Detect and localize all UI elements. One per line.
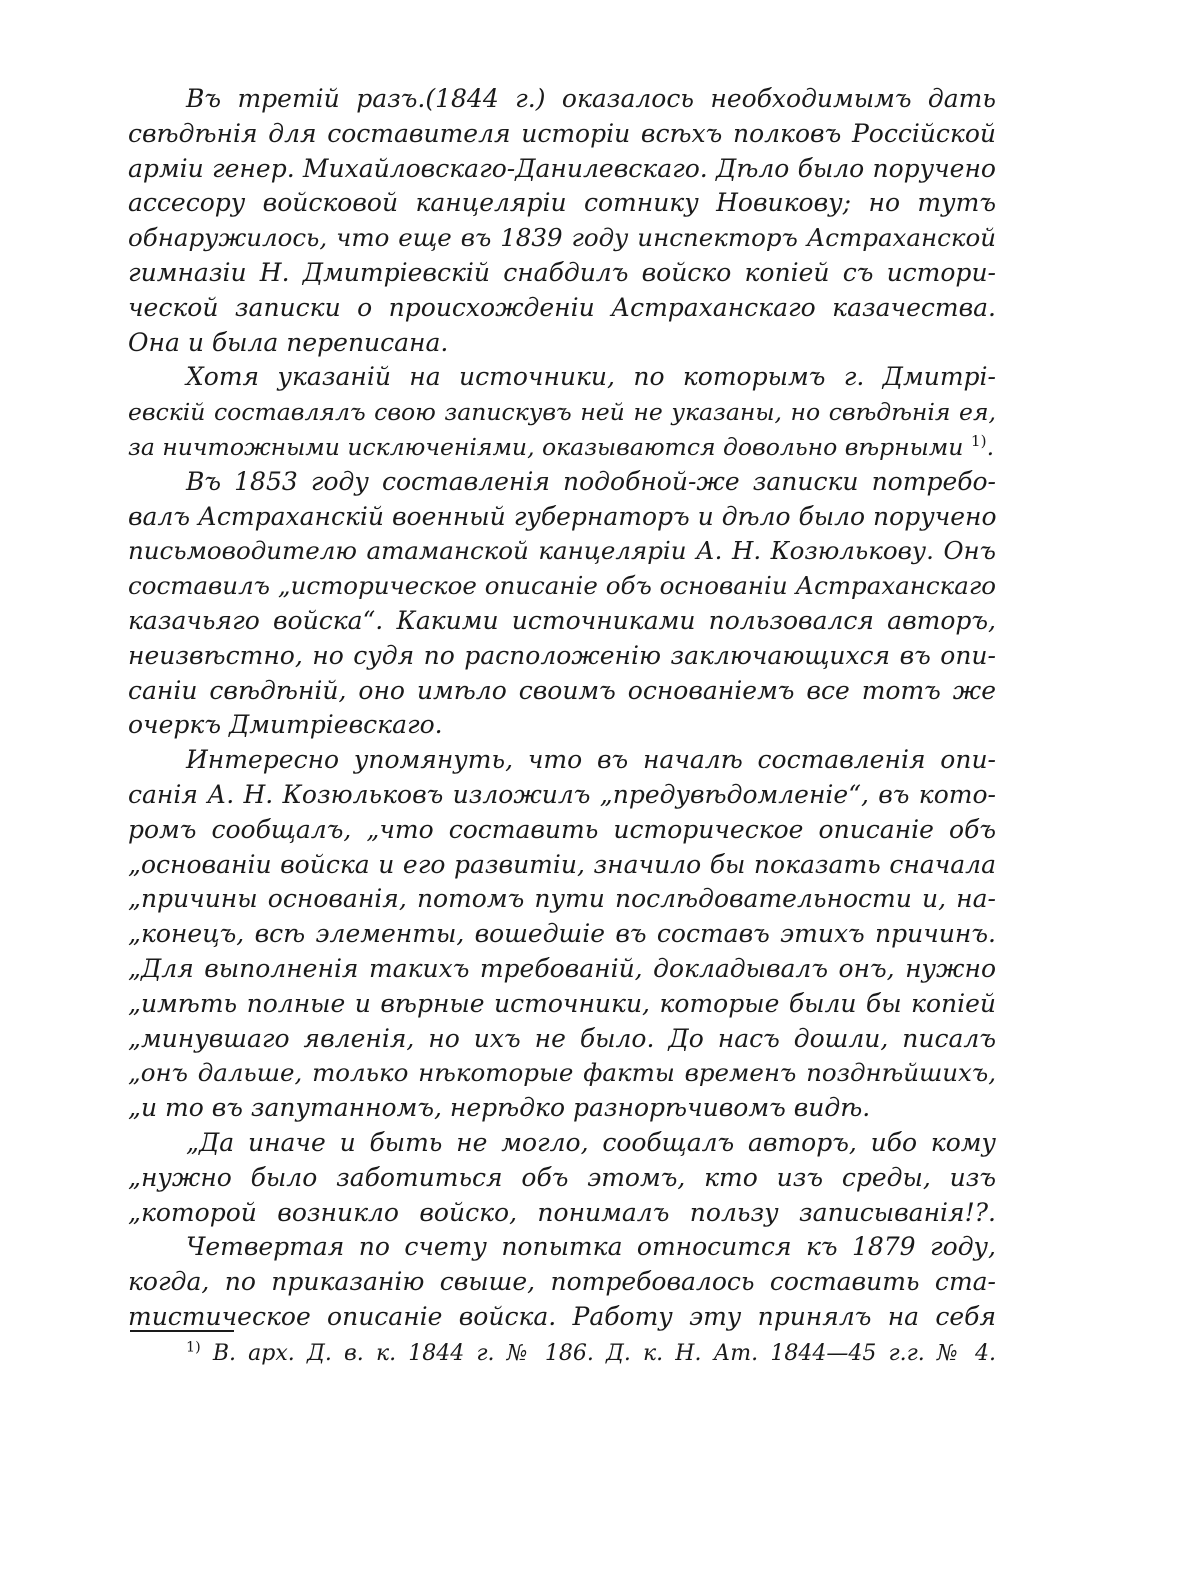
- footnote-reference: 1): [970, 432, 987, 451]
- text-line-content: казачьяго войска“. Какими источниками пользовался авторъ,: [128, 605, 996, 635]
- text-line-content: неизвѣстно, но судя по расположенію заключающихся въ опи-: [128, 640, 996, 670]
- text-line: [128, 604, 996, 639]
- text-line: [128, 917, 996, 952]
- text-line-content: ромъ сообщалъ, „что составить историческое описаніе объ: [128, 814, 996, 844]
- text-line: [128, 534, 996, 569]
- text-line-content: Она и была переписана.: [128, 327, 449, 357]
- text-line-content: евскій составлялъ свою запискувъ ней не указаны, но свѣдѣнія ея,: [128, 398, 996, 427]
- text-line-content: ческой записки о происхожденіи Астраханскаго казачества.: [128, 292, 996, 322]
- text-line-content: „основаніи войска и его развитіи, значило бы показать сначала: [128, 849, 996, 879]
- text-line: [128, 882, 996, 917]
- text-line-content: „имѣть полные и вѣрные источники, которые были бы копіей: [128, 988, 996, 1018]
- text-line: [128, 569, 996, 604]
- text-line: [128, 326, 996, 361]
- text-line-content: очеркъ Дмитріевскаго.: [128, 710, 443, 740]
- text-line-content: ассесору войсковой канцеляріи сотнику Новикову; но тутъ: [128, 188, 996, 218]
- text-line: [128, 1022, 996, 1057]
- text-line: [128, 1161, 996, 1196]
- text-line: [128, 1196, 996, 1231]
- text-line-content: Въ третій разъ.(1844 г.) оказалось необходимымъ дать: [186, 84, 996, 113]
- text-line-content: когда, по приказанію свыше, потребовалось составить ста-: [128, 1267, 996, 1297]
- text-line-content: „минувшаго явленія, но ихъ не было. До насъ дошли, писалъ: [128, 1023, 996, 1053]
- text-line-content: „Да иначе и быть не могло, сообщалъ авторъ, ибо кому: [186, 1127, 996, 1157]
- text-line-content: „Для выполненія такихъ требованій, докладывалъ онъ, нужно: [128, 953, 996, 983]
- text-line-suffix: .: [986, 432, 995, 461]
- text-line-content: „причины основанія, потомъ пути послѣдовательности и, на-: [128, 884, 996, 914]
- text-line: [128, 1300, 996, 1335]
- text-line-content: за ничтожными исключеніями, оказываются довольно вѣрными: [128, 432, 964, 461]
- text-line: [128, 500, 996, 535]
- text-line: [128, 778, 996, 813]
- text-line: [128, 708, 996, 743]
- text-line-content: Хотя указаній на источники, по которымъ г. Дмитрі-: [186, 362, 996, 392]
- text-line: [128, 952, 996, 987]
- text-line-content: свѣдѣнія для составителя исторіи всѣхъ полковъ Россійской: [128, 118, 996, 148]
- text-line: [128, 117, 996, 152]
- text-line-content: арміи генер. Михайловскаго-Данилевскаго. Дѣло было поручено: [128, 153, 996, 183]
- text-line-content: санія А. Н. Козюльковъ изложилъ „предувѣдомленіе“, въ кото-: [128, 779, 996, 809]
- text-line: [128, 813, 996, 848]
- text-line: [128, 152, 996, 187]
- text-line-content: валъ Астраханскій военный губернаторъ и дѣло было поручено: [128, 501, 997, 531]
- text-line-content: тистическое описаніе войска. Работу эту принялъ на себя: [128, 1301, 996, 1331]
- text-line: [128, 395, 996, 430]
- text-line: [128, 987, 996, 1022]
- text-line: [128, 848, 996, 883]
- text-line-content: „которой возникло войско, понималъ пользу записыванія!?.: [128, 1197, 996, 1227]
- footnote: [186, 1339, 996, 1369]
- text-line: [128, 674, 996, 709]
- text-line-content: обнаружилось, что еще въ 1839 году инспекторъ Астраханской: [128, 223, 996, 253]
- text-line-content: Четвертая по счету попытка относится къ 1879 году,: [186, 1232, 996, 1262]
- text-line: [128, 186, 996, 221]
- text-line: [128, 743, 996, 778]
- text-line-content: „нужно было заботиться объ этомъ, кто изъ среды, изъ: [128, 1162, 996, 1192]
- text-line-content: письмоводителю атаманской канцеляріи А. Н. Козюлькову. Онъ: [128, 536, 996, 566]
- text-line: [128, 639, 996, 674]
- text-line: [128, 1126, 996, 1161]
- text-line: [128, 1091, 996, 1126]
- text-line: [128, 291, 996, 326]
- footnote-rule: [130, 1330, 234, 1332]
- footnote-marker: 1): [186, 1339, 201, 1356]
- text-line-content: „и то въ запутанномъ, нерѣдко разнорѣчивомъ видѣ.: [128, 1093, 871, 1123]
- footnote-text: В. арх. Д. в. к. 1844 г. № 186. Д. к. Н. Ат. 1844—45 г.г. № 4.: [212, 1341, 997, 1366]
- text-line: [128, 82, 996, 117]
- text-line: [128, 1230, 996, 1265]
- text-line: [128, 256, 996, 291]
- body-text: [128, 82, 996, 1335]
- text-line: [128, 221, 996, 256]
- text-line: [128, 1265, 996, 1300]
- text-line-content: составилъ „историческое описаніе объ основаніи Астраханскаго: [128, 571, 996, 601]
- text-line-content: Въ 1853 году составленія подобной-же записки потребо-: [186, 466, 996, 496]
- text-line: [128, 430, 996, 465]
- text-line-content: гимназіи Н. Дмитріевскій снабдилъ войско копіей съ истори-: [128, 257, 996, 287]
- text-line-content: „онъ дальше, только нѣкоторые факты временъ позднѣйшихъ,: [128, 1058, 996, 1088]
- text-line-content: Интересно упомянуть, что въ началѣ составленія опи-: [186, 745, 996, 775]
- text-line: [128, 465, 996, 500]
- text-line-content: саніи свѣдѣній, оно имѣло своимъ основаніемъ все тотъ же: [128, 675, 996, 705]
- text-line: [128, 360, 996, 395]
- text-line: [128, 1056, 996, 1091]
- text-line-content: „конецъ, всѣ элементы, вошедшіе въ составъ этихъ причинъ.: [128, 919, 996, 949]
